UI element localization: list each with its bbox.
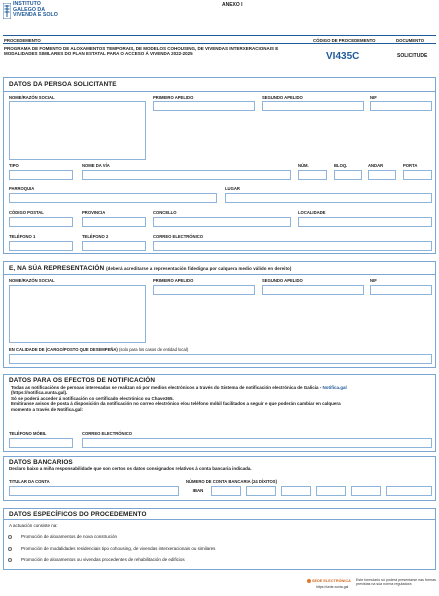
door-input[interactable] [403, 170, 432, 180]
block-input[interactable] [334, 170, 362, 180]
representative-section-title: E, NA SÚA REPRESENTACIÓN (deberá acreditarse a representación fidedigna por calquera medio válido en dereito) [9, 265, 292, 272]
surname1-input[interactable] [153, 101, 255, 111]
street-input[interactable] [82, 170, 291, 180]
email-input[interactable] [153, 241, 432, 251]
section-divider [3, 91, 436, 92]
rep-surname2-input[interactable] [262, 285, 364, 295]
floor-input[interactable] [368, 170, 396, 180]
notif-email-input[interactable] [82, 438, 432, 448]
postcode-label: CÓDIGO POSTAL [9, 210, 44, 215]
document-type: SOLICITUDE [397, 53, 428, 59]
holder-label: TITULAR DA CONTA [9, 479, 50, 484]
account-part-input[interactable] [386, 486, 432, 496]
sede-logo: SEDE ELECTRÓNICA [307, 579, 351, 583]
option-label-rehabilitation: Promoción de aloxamentos ou vivendas procedentes de rehabilitación de edificios [21, 557, 185, 562]
place-label: LUGAR [225, 186, 240, 191]
locality-input[interactable] [298, 217, 432, 227]
rep-surname1-label: PRIMEIRO APELIDO [153, 278, 194, 283]
holder-input[interactable] [9, 486, 179, 496]
option-radio-rehabilitation[interactable] [8, 558, 12, 562]
specific-section-title: DATOS ESPECÍFICOS DO PROCEDEMENTO [9, 511, 147, 518]
rep-nif-label: NIF [370, 278, 377, 283]
place-input[interactable] [225, 193, 432, 203]
name-label: NOME/RAZÓN SOCIAL [9, 95, 55, 100]
account-part-input[interactable] [246, 486, 276, 496]
council-label: CONCELLO [153, 210, 177, 215]
xunta-logo-icon [3, 3, 11, 19]
account-part-input[interactable] [281, 486, 311, 496]
surname2-input[interactable] [262, 101, 364, 111]
option-label-cohousing: Promoción de modalidades residenciais tipo cohousing, de vivendas interxeracionais ou similares [21, 546, 216, 551]
sede-url[interactable]: https://sede.xunta.gal [316, 585, 349, 589]
notification-section-title: DATOS PARA OS EFECTOS DE NOTIFICACIÓN [9, 377, 156, 384]
footer-note: Este formulario só poderá presentarse nas formas previstas na súa norma reguladora [356, 578, 436, 587]
nif-label: NIF [370, 95, 377, 100]
parish-input[interactable] [9, 193, 217, 203]
email-label: CORREO ELECTRÓNICO [153, 234, 204, 239]
rep-capacity-input[interactable] [9, 354, 432, 364]
floor-label: ANDAR [368, 163, 384, 168]
province-input[interactable] [82, 217, 146, 227]
bank-section-title: DATOS BANCARIOS [9, 459, 73, 466]
rep-name-input[interactable] [9, 285, 146, 343]
rep-surname1-input[interactable] [153, 285, 255, 295]
account-label: NÚMERO DE CONTA BANCARIA (24 DÍXITOS) [186, 479, 277, 484]
council-input[interactable] [153, 217, 291, 227]
door-label: PORTA [403, 163, 418, 168]
section-divider [3, 274, 436, 275]
specific-intro: A actuación consiste na: [9, 523, 58, 528]
surname1-label: PRIMEIRO APELIDO [153, 95, 194, 100]
number-input[interactable] [298, 170, 327, 180]
rep-nif-input[interactable] [370, 285, 432, 295]
notif-email-label: CORREO ELECTRÓNICO [82, 431, 133, 436]
notifica-link[interactable]: Notifica.gal [322, 385, 347, 390]
notification-text: Todas as notificacións de persoas interesadas se realizan só por medios electrónicos a través do Sistema de notificación electrónica de Galicia - Notifica.gal (https://notifica.xunta.gal). Só se poderá acceder á notificación co certificado electrónico ou Chave365. Emitiranse avisos de posta á disposición da notificación no correo electrónico e/ou teléfono móbil facilitados a seguir e que poderán cambiar en calquera momento a través de Notifica.gal: [11, 385, 347, 412]
province-label: PROVINCIA [82, 210, 106, 215]
mobile-input[interactable] [9, 438, 73, 448]
block-label: BLOQ. [334, 163, 348, 168]
locality-label: LOCALIDADE [298, 210, 326, 215]
account-part-input[interactable] [351, 486, 381, 496]
institute-logo-text: INSTITUTO GALEGO DA VIVENDA E SOLO [13, 1, 58, 19]
nif-input[interactable] [370, 101, 432, 111]
option-label-new-construction: Promoción de aloxamentos de nova construción [21, 534, 118, 539]
account-part-input[interactable] [316, 486, 346, 496]
street-label: NOME DA VÍA [82, 163, 110, 168]
type-input[interactable] [9, 170, 73, 180]
option-radio-cohousing[interactable] [8, 547, 12, 551]
document-label: DOCUMENTO [396, 38, 425, 43]
rep-capacity-label: EN CALIDADE DE (CARGO/POSTO QUE DESEMPEÑA) (solo para los casos de entidad local) [9, 347, 189, 352]
parish-label: PARROQUIA [9, 186, 35, 191]
surname2-label: SEGUNDO APELIDO [262, 95, 303, 100]
phone2-label: TELÉFONO 2 [82, 234, 109, 239]
iban-input[interactable] [211, 486, 241, 496]
type-label: TIPO [9, 163, 19, 168]
sede-icon [307, 579, 311, 583]
procedure-label: PROCEDEMENTO [4, 38, 41, 43]
procedure-code-label: CÓDIGO DE PROCEDEMENTO [313, 38, 376, 43]
mobile-label: TELÉFONO MÓBIL [9, 431, 47, 436]
postcode-input[interactable] [9, 217, 73, 227]
option-radio-new-construction[interactable] [8, 535, 12, 539]
procedure-title: PROGRAMA DE FOMENTO DE ALOXAMENTOS TEMPORAIS, DE MODELOS COHOUSING, DE VIVENDAS INTERXERACIONAIS E MODALIDADES SIMILARES DO PLAN ESTATAL PARA O ACCESO Á VIVENDA 2022-2025 [4, 46, 279, 57]
header-divider [3, 35, 436, 36]
section-divider [3, 519, 436, 520]
iban-label: IBAN [192, 488, 204, 493]
applicant-section-title: DATOS DA PERSOA SOLICITANTE [9, 81, 117, 88]
number-label: NÚM. [298, 163, 309, 168]
header-divider [3, 43, 436, 44]
bank-statement: Declaro baixo a miña responsabilidade que son certos os datos consignados relativos á conta bancaria indicada. [9, 466, 252, 471]
rep-surname2-label: SEGUNDO APELIDO [262, 278, 303, 283]
procedure-code: VI435C [326, 51, 360, 62]
phone2-input[interactable] [82, 241, 146, 251]
name-input[interactable] [9, 101, 146, 160]
phone1-input[interactable] [9, 241, 73, 251]
rep-name-label: NOME/RAZÓN SOCIAL [9, 278, 55, 283]
phone1-label: TELÉFONO 1 [9, 234, 36, 239]
annex-label: ANEXO I [222, 2, 243, 8]
